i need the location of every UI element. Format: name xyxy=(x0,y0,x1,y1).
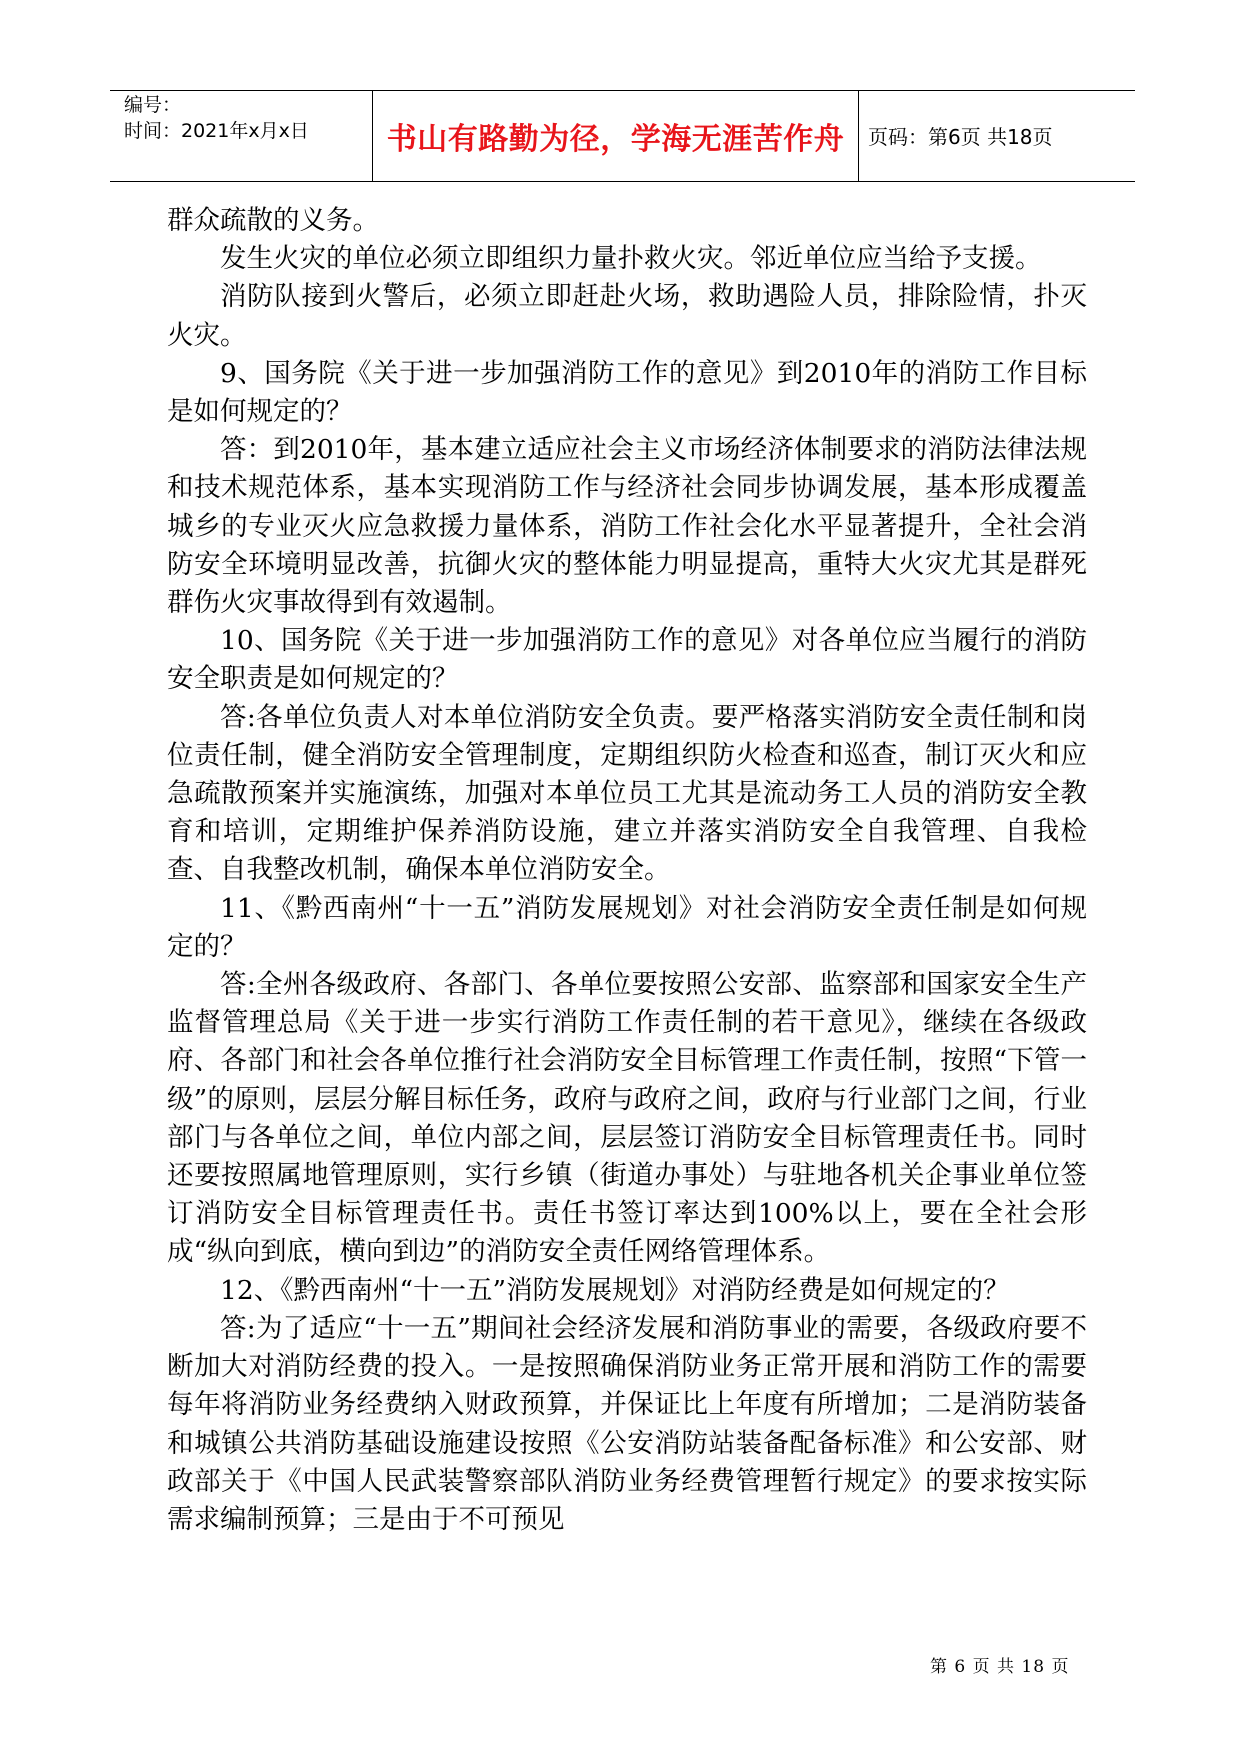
body-paragraph: 12、《黔西南州“十一五”消防发展规划》对消防经费是如何规定的？ xyxy=(220,1274,1010,1306)
header-motto: 书山有路勤为径，学海无涯苦作舟 xyxy=(386,121,845,157)
body-paragraph: 10、国务院《关于进一步加强消防工作的意见》对各单位应当履行的消防安全职责是如何规定的？ xyxy=(167,625,1087,695)
document-number-label: 编号： xyxy=(124,94,182,116)
body-paragraph: 发生火灾的单位必须立即组织力量扑救火灾。邻近单位应当给予支援。 xyxy=(220,243,1042,275)
body-paragraph: 答:为了适应“十一五”期间社会经济发展和消防事业的需要，各级政府要不断加大对消防经费的投入。一是按照确保消防业务正常开展和消防工作的需要每年将消防业务经费纳入财政预算，并保证比上年度有所增加；二是消防装备和城镇公共消防基础设施建设按照《公安消防站装备配备标准》和公安部、财政部关于《中国人民武装警察部队消防业务经费管理暂行规定》的要求按实际需求编制预算；三是由于不可预见 xyxy=(167,1312,1087,1535)
body-paragraph: 答:各单位负责人对本单位消防安全负责。要严格落实消防安全责任制和岗位责任制，健全消防安全管理制度，定期组织防火检查和巡查，制订灭火和应急疏散预案并实施演练，加强对本单位员工尤其是流动务工人员的消防安全教育和培训，定期维护保养消防设施，建立并落实消防安全自我管理、自我检查、自我整改机制，确保本单位消防安全。 xyxy=(167,701,1087,886)
header-divider-right xyxy=(858,90,859,181)
header-page-code: 页码：第6页 共18页 xyxy=(868,125,1053,149)
body-paragraph: 答：到2010年，基本建立适应社会主义市场经济体制要求的消防法律法规和技术规范体系，基本实现消防工作与经济社会同步协调发展，基本形成覆盖城乡的专业灭火应急救援力量体系，消防工作社会化水平显著提升，全社会消防安全环境明显改善，抗御火灾的整体能力明显提高，重特大火灾尤其是群死群伤火灾事故得到有效遏制。 xyxy=(167,434,1087,619)
document-date: 时间：2021年x月x日 xyxy=(124,120,309,142)
body-paragraph: 答:全州各级政府、各部门、各单位要按照公安部、监察部和国家安全生产监督管理总局《关于进一步实行消防工作责任制的若干意见》，继续在各级政府、各部门和社会各单位推行社会消防安全目标管理工作责任制，按照“下管一级”的原则，层层分解目标任务，政府与政府之间，政府与行业部门之间，行业部门与各单位之间，单位内部之间，层层签订消防安全目标管理责任书。同时还要按照属地管理原则，实行乡镇（街道办事处）与驻地各机关企事业单位签订消防安全目标管理责任书。责任书签订率达到100%以上，要在全社会形成“纵向到底，横向到边”的消防安全责任网络管理体系。 xyxy=(167,969,1087,1268)
body-paragraph: 9、国务院《关于进一步加强消防工作的意见》到2010年的消防工作目标是如何规定的？ xyxy=(167,357,1087,428)
header-meta xyxy=(124,92,364,144)
document-body xyxy=(167,202,1087,1539)
body-paragraph: 11、《黔西南州“十一五”消防发展规划》对社会消防安全责任制是如何规定的？ xyxy=(167,892,1087,962)
body-paragraph: 群众疏散的义务。 xyxy=(167,205,379,236)
footer-page-number: 第 6 页 共 18 页 xyxy=(930,1657,1070,1677)
body-paragraph: 消防队接到火警后，必须立即赶赴火场，救助遇险人员，排除险情，扑灭火灾。 xyxy=(167,281,1087,351)
header-bottom-rule xyxy=(110,181,1135,182)
